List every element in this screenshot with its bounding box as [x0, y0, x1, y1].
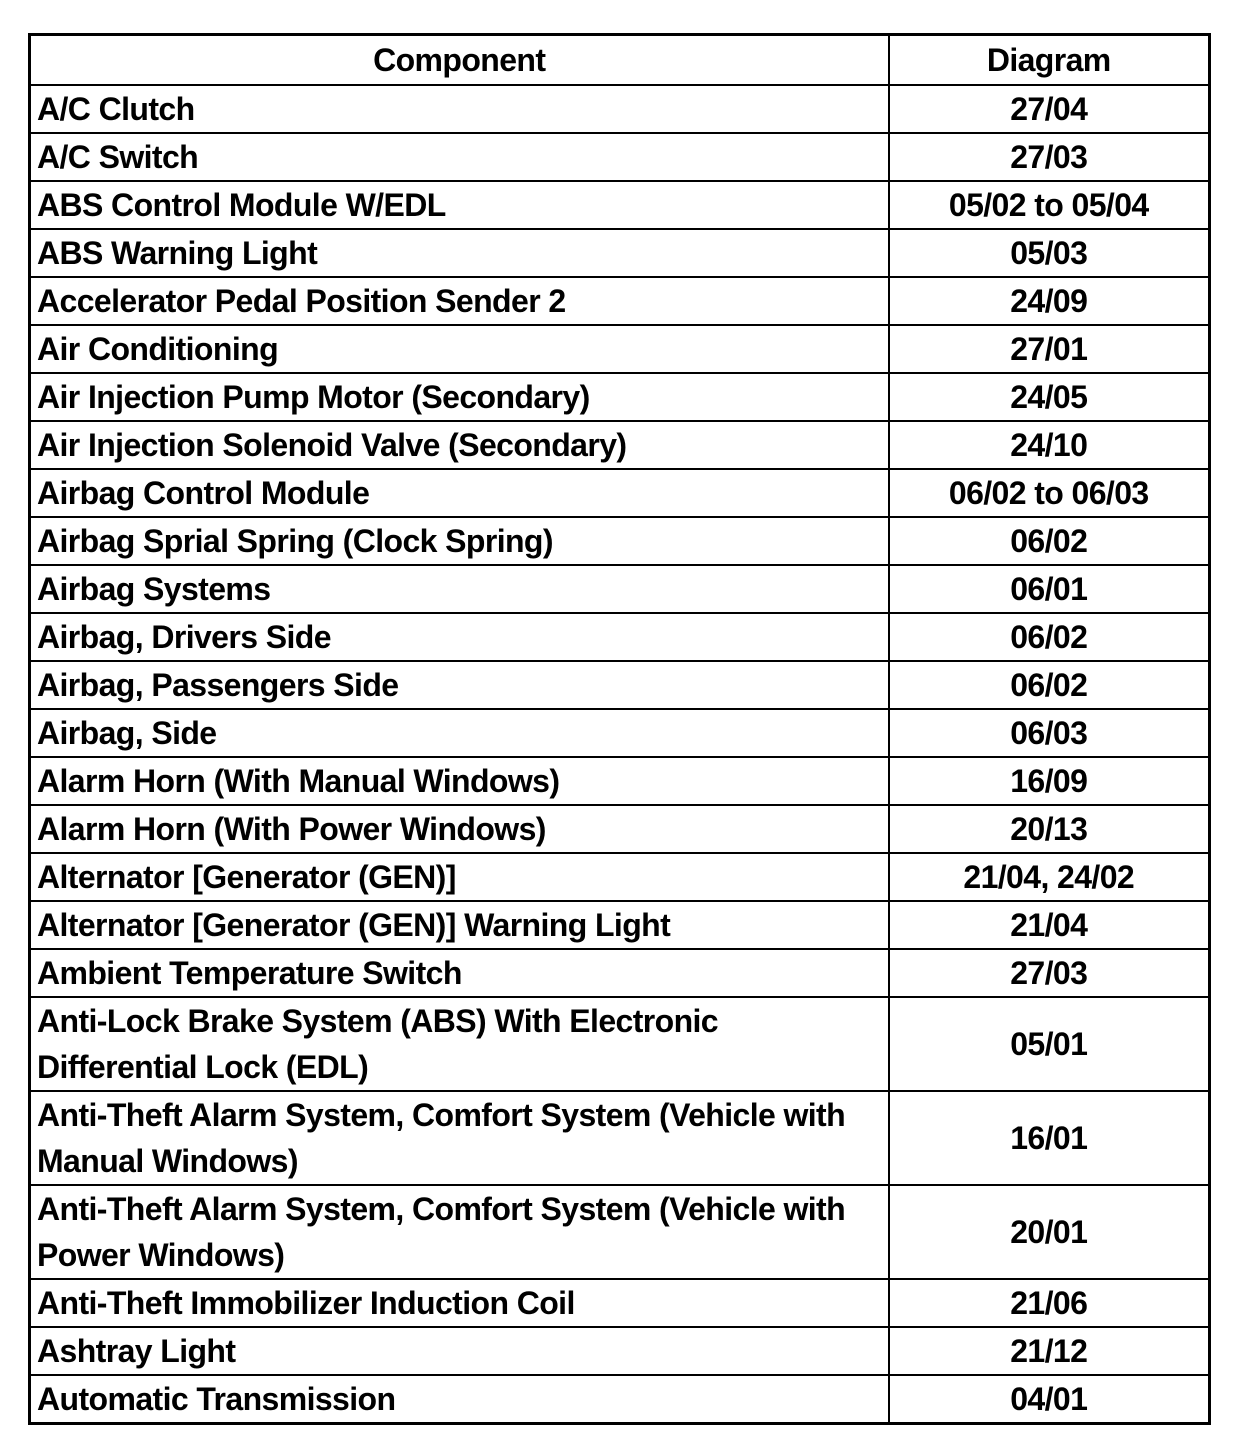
diagram-cell: 06/02 to 06/03 [889, 469, 1210, 517]
component-cell: Air Injection Solenoid Valve (Secondary) [30, 421, 889, 469]
component-cell: Ashtray Light [30, 1327, 889, 1375]
table-row [30, 421, 1210, 469]
diagram-cell: 16/01 [889, 1091, 1210, 1185]
table-row [30, 1091, 1210, 1185]
diagram-cell: 21/04 [889, 901, 1210, 949]
component-cell: Airbag, Drivers Side [30, 613, 889, 661]
component-cell: Alternator [Generator (GEN)] Warning Light [30, 901, 889, 949]
table-row [30, 1375, 1210, 1424]
table-row [30, 373, 1210, 421]
component-cell: Anti-Lock Brake System (ABS) With Electronic Differential Lock (EDL) [30, 997, 889, 1091]
diagram-cell: 27/03 [889, 133, 1210, 181]
table-row [30, 1327, 1210, 1375]
diagram-cell: 04/01 [889, 1375, 1210, 1424]
component-cell: Airbag, Passengers Side [30, 661, 889, 709]
diagram-cell: 27/01 [889, 325, 1210, 373]
table-row [30, 901, 1210, 949]
table-row [30, 1185, 1210, 1279]
table-row [30, 853, 1210, 901]
component-cell: Automatic Transmission [30, 1375, 889, 1424]
component-cell: Airbag, Side [30, 709, 889, 757]
table-row [30, 757, 1210, 805]
table-row [30, 469, 1210, 517]
table-row [30, 1279, 1210, 1327]
component-cell: Accelerator Pedal Position Sender 2 [30, 277, 889, 325]
component-diagram-table [28, 33, 1211, 1425]
table-row [30, 133, 1210, 181]
component-cell: Anti-Theft Alarm System, Comfort System (Vehicle with Power Windows) [30, 1185, 889, 1279]
diagram-cell: 16/09 [889, 757, 1210, 805]
component-cell: ABS Warning Light [30, 229, 889, 277]
diagram-cell: 20/01 [889, 1185, 1210, 1279]
diagram-cell: 21/04, 24/02 [889, 853, 1210, 901]
diagram-cell: 06/02 [889, 613, 1210, 661]
table-row [30, 805, 1210, 853]
diagram-cell: 24/10 [889, 421, 1210, 469]
component-cell: Anti-Theft Immobilizer Induction Coil [30, 1279, 889, 1327]
component-cell: Alarm Horn (With Power Windows) [30, 805, 889, 853]
header-row [30, 35, 1210, 86]
table-row [30, 85, 1210, 133]
table-row [30, 709, 1210, 757]
diagram-cell: 06/02 [889, 661, 1210, 709]
table-row [30, 565, 1210, 613]
diagram-cell: 21/12 [889, 1327, 1210, 1375]
table-row [30, 229, 1210, 277]
component-cell: ABS Control Module W/EDL [30, 181, 889, 229]
component-cell: Ambient Temperature Switch [30, 949, 889, 997]
component-cell: Airbag Control Module [30, 469, 889, 517]
table-body [30, 85, 1210, 1424]
component-column-header: Component [30, 35, 889, 86]
table-row [30, 277, 1210, 325]
diagram-cell: 24/05 [889, 373, 1210, 421]
component-cell: Air Injection Pump Motor (Secondary) [30, 373, 889, 421]
component-cell: Alternator [Generator (GEN)] [30, 853, 889, 901]
diagram-cell: 05/01 [889, 997, 1210, 1091]
diagram-cell: 06/03 [889, 709, 1210, 757]
component-cell: Airbag Systems [30, 565, 889, 613]
table-row [30, 661, 1210, 709]
table-row [30, 613, 1210, 661]
diagram-cell: 24/09 [889, 277, 1210, 325]
table-row [30, 949, 1210, 997]
table-row [30, 181, 1210, 229]
component-cell: A/C Switch [30, 133, 889, 181]
table-row [30, 325, 1210, 373]
component-cell: Airbag Sprial Spring (Clock Spring) [30, 517, 889, 565]
diagram-cell: 21/06 [889, 1279, 1210, 1327]
diagram-cell: 06/01 [889, 565, 1210, 613]
component-cell: Anti-Theft Alarm System, Comfort System (Vehicle with Manual Windows) [30, 1091, 889, 1185]
table-row [30, 517, 1210, 565]
component-cell: Air Conditioning [30, 325, 889, 373]
diagram-column-header: Diagram [889, 35, 1210, 86]
diagram-cell: 27/04 [889, 85, 1210, 133]
diagram-cell: 05/02 to 05/04 [889, 181, 1210, 229]
component-cell: A/C Clutch [30, 85, 889, 133]
diagram-cell: 20/13 [889, 805, 1210, 853]
diagram-cell: 05/03 [889, 229, 1210, 277]
diagram-cell: 06/02 [889, 517, 1210, 565]
table-row [30, 997, 1210, 1091]
component-cell: Alarm Horn (With Manual Windows) [30, 757, 889, 805]
diagram-cell: 27/03 [889, 949, 1210, 997]
